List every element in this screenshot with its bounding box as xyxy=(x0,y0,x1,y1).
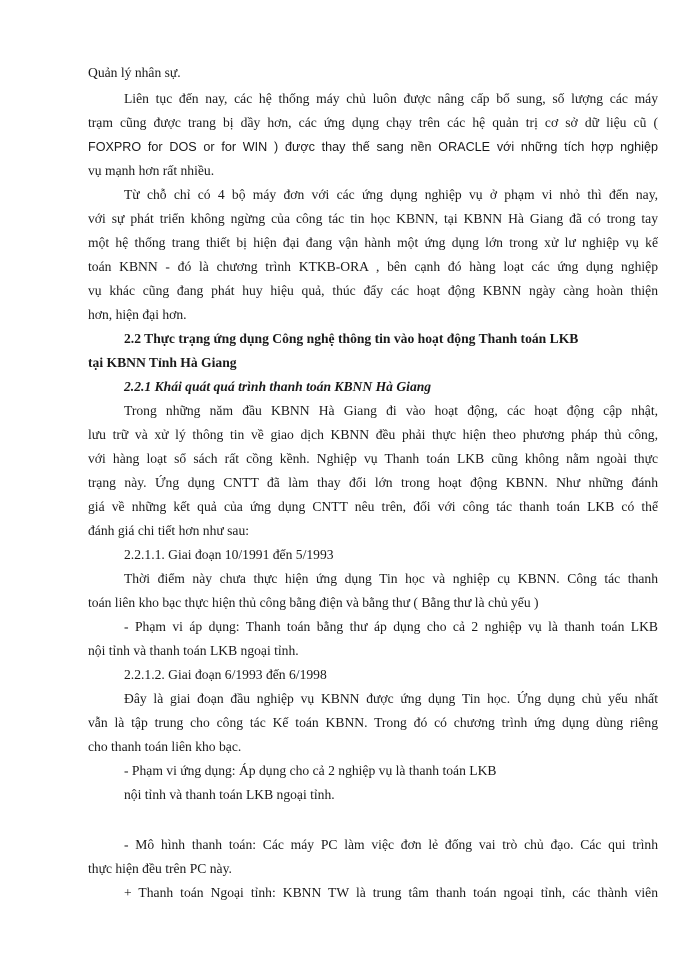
text-line: với hàng loạt sổ sách rất cồng kềnh. Nghiệp vụ Thanh toán LKB cũng không nằm ngoài thực xyxy=(88,451,658,466)
text-line: Quản lý nhân sự. xyxy=(88,65,181,80)
text-line: đánh giá chi tiết hơn như sau: xyxy=(88,523,250,538)
text-line: Thời điểm này chưa thực hiện ứng dụng Tin học và nghiệp cụ KBNN. Công tác thanh xyxy=(124,571,658,586)
text-line: - Phạm vi ứng dụng: Áp dụng cho cả 2 nghiệp vụ là thanh toán LKB xyxy=(124,763,497,778)
text-line: cho thanh toán liên kho bạc. xyxy=(88,739,242,754)
text-line: Liên tục đến nay, các hệ thống máy chủ luôn được nâng cấp bổ sung, số lượng các máy xyxy=(124,91,658,106)
text-line: trạm cũng được trang bị dầy hơn, các ứng dụng chạy trên các hệ quản trị cơ sở dữ liệu cũ ( xyxy=(88,115,658,130)
item-heading: 2.2.1.1. Giai đoạn 10/1991 đến 5/1993 xyxy=(124,547,334,562)
text-line: lưu trữ và xử lý thông tin về giao dịch KBNN đều phải thực hiện theo phương pháp thủ công, xyxy=(88,427,658,442)
text-line: + Thanh toán Ngoại tỉnh: KBNN TW là trung tâm thanh toán ngoại tỉnh, các thành viên xyxy=(124,885,658,900)
text-line: trạng này. Ứng dụng CNTT đã làm thay đổi lớn trong hoạt động KBNN. Như những đánh xyxy=(88,475,658,490)
text-line: giá về những kết quả của ứng dụng CNTT nêu trên, đối với công tác thanh toán LKB có thể xyxy=(88,499,658,514)
text-line: - Mô hình thanh toán: Các máy PC làm việc đơn lẻ đống vai trò chủ đạo. Các qui trình xyxy=(124,837,658,852)
text-line: - Phạm vi áp dụng: Thanh toán bằng thư áp dụng cho cả 2 nghiệp vụ là thanh toán LKB xyxy=(124,619,658,634)
text-line: thực hiện đều trên PC này. xyxy=(88,861,232,876)
text-line: FOXPRO for DOS or for WIN ) được thay thế sang nền ORACLE với những tích hợp nghiệp xyxy=(88,140,658,154)
text-line: với sự phát triển không ngừng của công tác tin học KBNN, tại KBNN Hà Giang đã có trong tay xyxy=(88,211,658,226)
text-line: Từ chỗ chỉ có 4 bộ máy đơn với các ứng dụng nghiệp vụ ở phạm vi nhỏ thì đến nay, xyxy=(124,187,658,202)
text-line: toán liên kho bạc thực hiện thủ công bằng điện và bằng thư ( Bằng thư là chủ yếu ) xyxy=(88,595,539,610)
subsection-heading: 2.2.1 Khái quát quá trình thanh toán KBNN Hà Giang xyxy=(124,379,432,394)
section-heading: tại KBNN Tỉnh Hà Giang xyxy=(88,355,237,370)
text-line: nội tỉnh và thanh toán LKB ngoại tỉnh. xyxy=(88,643,299,658)
text-line: nội tỉnh và thanh toán LKB ngoại tỉnh. xyxy=(124,787,335,802)
item-heading: 2.2.1.2. Giai đoạn 6/1993 đến 6/1998 xyxy=(124,667,327,682)
text-line: vụ khác cũng đang phát huy hiệu quả, thúc đẩy các hoạt động KBNN ngày càng hoàn thiện xyxy=(88,283,658,298)
text-line: toán KBNN - đó là chương trình KTKB-ORA , bên cạnh đó hàng loạt các ứng dụng nghiệp xyxy=(88,259,658,274)
text-line: một hệ thống trang thiết bị hiện đại đang vận hành một ứng dụng lớn trong xử lư nghiệp vụ kế xyxy=(88,235,658,250)
section-heading: 2.2 Thực trạng ứng dụng Công nghệ thông tin vào hoạt động Thanh toán LKB xyxy=(124,331,579,346)
text-line: Trong những năm đầu KBNN Hà Giang đi vào hoạt động, các hoạt động cập nhật, xyxy=(124,403,658,418)
text-line: vụ mạnh hơn rất nhiều. xyxy=(88,163,215,178)
text-line: vẫn là tập trung cho công tác Kế toán KBNN. Trong đó có chương trình ứng dụng dùng riêng xyxy=(88,715,658,730)
text-line: hơn, hiện đại hơn. xyxy=(88,307,187,322)
text-line: Đây là giai đoạn đầu nghiệp vụ KBNN được ứng dụng Tin học. Ứng dụng chủ yếu nhất xyxy=(124,691,658,706)
